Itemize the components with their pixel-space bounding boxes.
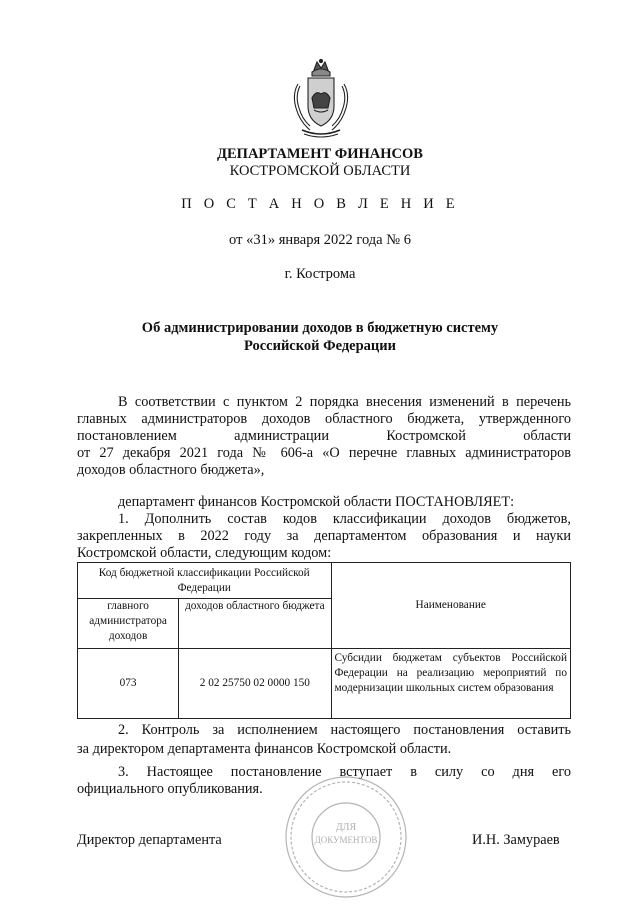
round-stamp (281, 772, 411, 902)
department-name: ДЕПАРТАМЕНТ ФИНАНСОВ (217, 146, 423, 162)
row-name: Субсидии бюджетам субъектов Российской Федерации на реализацию мероприятий по модернизации школьных систем образования (331, 649, 571, 719)
document-type: П О С Т А Н О В Л Е Н И Е (181, 196, 459, 212)
item3-line: официального опубликования. (77, 781, 263, 797)
row-income-code: 2 02 25750 02 0000 150 (179, 649, 331, 719)
item3-line: 3. Настоящее постановление вступает в силу со дня его (118, 764, 571, 780)
row-admin-code: 073 (78, 649, 179, 719)
title-line-1: Об администрировании доходов в бюджетную систему (141, 320, 499, 336)
region-name: КОСТРОМСКОЙ ОБЛАСТИ (229, 163, 411, 179)
intro-line: В соответствии с пунктом 2 порядка внесения изменений в перечень (118, 394, 571, 410)
signature-name: И.Н. Замураев (472, 832, 560, 848)
signature-position: Директор департамента (77, 832, 222, 848)
date-and-number: от «31» января 2022 года № 6 (229, 232, 411, 248)
intro-line: доходов областного бюджета», (77, 462, 265, 478)
coat-of-arms-emblem (290, 58, 352, 140)
item2-line: за директором департамента финансов Костромской области. (77, 741, 452, 757)
resolve-line: департамент финансов Костромской области ПОСТАНОВЛЯЕТ: (118, 494, 515, 510)
city: г. Кострома (284, 266, 356, 282)
table-row (78, 649, 571, 719)
item2-line: 2. Контроль за исполнением настоящего постановления оставить (118, 722, 571, 738)
title-line-2: Российской Федерации (243, 338, 396, 354)
budget-classification-table (77, 562, 571, 719)
stamp-text-2: ДОКУМЕНТОВ (314, 835, 378, 845)
item1-line: 1. Дополнить состав кодов классификации доходов бюджетов, (118, 511, 571, 527)
table-header-admin: главного администратора доходов (78, 599, 179, 649)
table-group-header: Код бюджетной классификации Российской Федерации (78, 563, 332, 599)
stamp-text-1: ДЛЯ (335, 822, 357, 833)
intro-line: от 27 декабря 2021 года № 606-а «О перечне главных администраторов (77, 445, 571, 461)
intro-line: главных администраторов доходов областного бюджета, утвержденного (77, 411, 571, 427)
item1-line: закрепленных в 2022 году за департаментом образования и науки (77, 528, 571, 544)
table-header-income: доходов областного бюджета (179, 599, 331, 649)
intro-line: постановлением администрации Костромской области (77, 428, 571, 444)
table-header-name: Наименование (331, 563, 571, 649)
item1-line: Костромской области, следующим кодом: (77, 545, 332, 561)
